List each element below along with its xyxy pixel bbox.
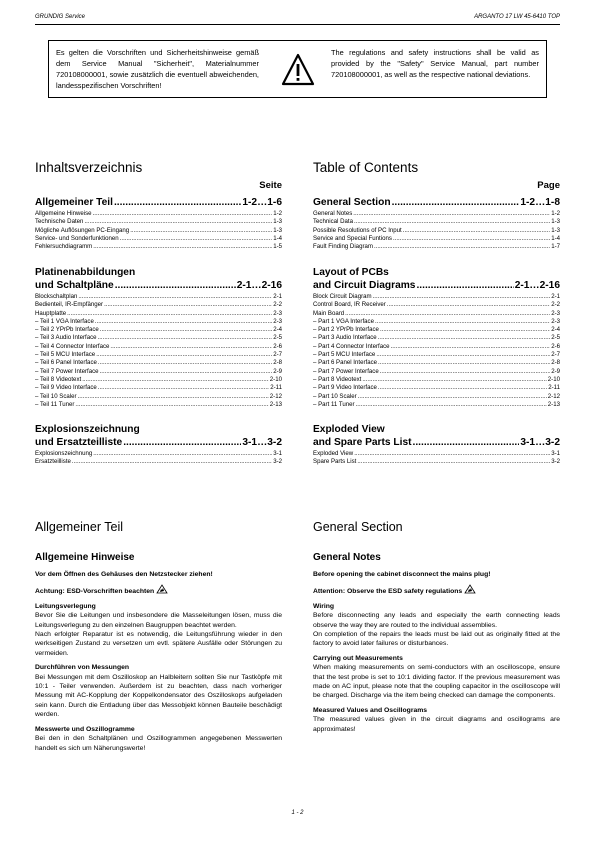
- toc-entry-title: Spare Parts List: [313, 458, 357, 466]
- dot-leader: [376, 351, 550, 359]
- toc-entry-title: – Teil 11 Tuner: [35, 400, 75, 408]
- toc-entry-title: – Part 4 Connector Interface: [313, 342, 390, 350]
- header-model: ARGANTO 17 LW 45-6410 TOP: [474, 14, 560, 20]
- toc-entry[interactable]: [313, 368, 560, 376]
- toc-section-pages: 1-2…1-6: [242, 197, 282, 208]
- dot-leader: [354, 450, 550, 458]
- toc-entry[interactable]: [35, 227, 282, 235]
- dot-leader: [354, 218, 550, 226]
- section-body: [35, 570, 282, 753]
- toc-entry[interactable]: [313, 359, 560, 367]
- toc-entry-title: – Part 5 MCU Interface: [313, 351, 376, 359]
- section-heading: Allgemeiner Teil: [35, 520, 124, 534]
- toc-entry-title: – Part 6 Panel Interface: [313, 359, 378, 367]
- toc-entry[interactable]: [35, 301, 282, 309]
- dot-leader: [98, 359, 272, 367]
- toc-entry-title: – Part 7 Power Interface: [313, 367, 379, 375]
- dot-leader: [353, 210, 550, 218]
- toc-entry[interactable]: [313, 393, 560, 401]
- toc-entry-page: 1-3: [551, 226, 560, 234]
- dot-leader: [93, 450, 272, 458]
- toc-entry-page: 1-4: [551, 234, 560, 242]
- toc-entry-title: – Part 3 Audio Interface: [313, 334, 377, 342]
- section-body: [313, 570, 560, 734]
- toc-section-title-text: Exploded View: [313, 424, 385, 435]
- toc-entry-page: 2-5: [551, 334, 560, 342]
- toc-entry-title: – Teil 4 Connector Interface: [35, 342, 110, 350]
- section-subheading: General Notes: [313, 552, 381, 563]
- toc-entry-page: 2-2: [551, 301, 560, 309]
- exclamation-triangle-icon: [281, 53, 315, 87]
- dot-leader: [378, 359, 550, 367]
- section-heading: General Section: [313, 520, 403, 534]
- toc-entry[interactable]: [313, 351, 560, 359]
- wiring-text-2: Nach erfolgter Reparatur ist es notwendig, die Leitungsführung wieder in den werkseitigen Zustand zu versetzen um evtl. spätere Ausfälle oder Störungen zu vermeiden.: [35, 631, 282, 657]
- values-title: Measured Values and Oscillograms: [313, 706, 428, 714]
- values-text: The measured values given in the circuit diagrams and oscillograms are approximates!: [313, 716, 560, 733]
- esd-warning: Attention: Observe the ESD safety regulations: [313, 588, 463, 596]
- toc-section-title: [313, 266, 560, 292]
- toc-section-title-text: Explosionszeichnung: [35, 424, 140, 435]
- toc-entry-title: – Teil 2 YPrPb Interface: [35, 326, 99, 334]
- toc-entry-page: 1-3: [273, 218, 282, 226]
- dot-leader: [387, 301, 550, 309]
- dot-leader: [358, 393, 547, 401]
- toc-entry[interactable]: [313, 450, 560, 458]
- toc-section-title-text: und Schaltpläne: [35, 280, 114, 291]
- dot-leader: [72, 458, 272, 466]
- wiring-text-2: On completion of the repairs the leads must be laid out as originally fitted at the factory to avoid later failures or disturbances.: [313, 631, 560, 648]
- toc-entry-page: 2-3: [551, 317, 560, 325]
- toc-entry-page: 2-3: [551, 309, 560, 317]
- toc-entry[interactable]: [313, 310, 560, 318]
- toc-entry-page: 2-1: [551, 293, 560, 300]
- toc-entry-page: 3-1: [551, 450, 560, 457]
- toc-entry-page: 2-13: [269, 400, 282, 408]
- toc-entry-list: [35, 293, 282, 409]
- toc-section-title: [313, 423, 560, 449]
- dot-leader: [110, 343, 272, 351]
- dot-leader: [380, 326, 550, 334]
- dot-leader: [413, 436, 520, 449]
- measurements-text: When making measurements on semi-conductors with an oscilloscope, ensure that the test probe is set to 10:1 dividing factor. If the previous measurement was made on AC input, please note that the coupling capacitor in the oscilloscope will be charged. Discharge via the item being checked can damage the components.: [313, 664, 560, 700]
- dot-leader: [120, 235, 273, 243]
- dot-leader: [84, 218, 272, 226]
- toc-entry-page: 2-10: [269, 375, 282, 383]
- toc-entry-title: – Teil 7 Power Interface: [35, 367, 99, 375]
- dot-leader: [95, 318, 272, 326]
- toc-entry-page: 2-2: [273, 301, 282, 309]
- dot-leader: [96, 351, 272, 359]
- esd-hand-icon: [156, 584, 168, 594]
- toc-entry[interactable]: [35, 318, 282, 326]
- toc-section-title-text: and Circuit Diagrams: [313, 280, 416, 291]
- toc-entry-page: 3-2: [273, 458, 282, 466]
- toc-entry-page: 2-6: [551, 342, 560, 350]
- mains-warning: Vor dem Öffnen des Gehäuses den Netzstecker ziehen!: [35, 571, 213, 578]
- toc-entry-title: – Part 11 Tuner: [313, 400, 355, 408]
- dot-leader: [98, 334, 273, 342]
- dot-leader: [373, 293, 551, 301]
- wiring-text: Before disconnecting any leads and especially the earth connecting leads observe the way they are routed to the individual assemblies.: [313, 612, 560, 629]
- toc-entry-list: [313, 210, 560, 251]
- toc-entry-page: 2-5: [273, 334, 282, 342]
- toc-section-pages: 2-1…2-16: [514, 280, 560, 291]
- toc-section-pages: 3-1…3-2: [520, 437, 560, 448]
- toc-entry-title: Service- und Sonderfunktionen: [35, 234, 119, 242]
- dot-leader: [100, 368, 273, 376]
- toc-entry[interactable]: [313, 458, 560, 466]
- toc-entry-page: 2-4: [551, 326, 560, 334]
- dot-leader: [378, 384, 547, 392]
- toc-entry-title: Mögliche Auflösungen PC-Eingang: [35, 226, 130, 234]
- toc-section-title-text: Allgemeiner Teil: [35, 197, 113, 208]
- toc-entry-title: Service and Special Funtions: [313, 234, 392, 242]
- toc-entry-page: 2-9: [551, 367, 560, 375]
- toc-entry[interactable]: [35, 450, 282, 458]
- toc-entry[interactable]: [35, 401, 282, 409]
- dot-leader: [356, 401, 547, 409]
- toc-entry-title: – Teil 9 Video Interface: [35, 384, 97, 392]
- toc-entry-title: – Teil 6 Panel Interface: [35, 359, 97, 367]
- section-subheading: Allgemeine Hinweise: [35, 552, 135, 563]
- toc-entry[interactable]: [35, 376, 282, 384]
- toc-entry[interactable]: [313, 301, 560, 309]
- toc-entry-title: Blockschaltplan: [35, 293, 78, 300]
- toc-entry[interactable]: [35, 458, 282, 466]
- toc-entry-title: Main Board: [313, 309, 345, 317]
- toc-section-title: [35, 423, 282, 449]
- toc-entry-title: Technical Data: [313, 218, 353, 226]
- safety-warning-de: Es gelten die Vorschriften und Sicherheitshinweise gemäß dem Service Manual "Sicherheit", Materialnummer 720108000001, sowie zusätzlich die eventuell abweichenden, landesspezifischen Vorschriften!: [56, 48, 259, 90]
- toc-entry-title: – Part 9 Video Interface: [313, 384, 377, 392]
- toc-entry[interactable]: [35, 218, 282, 226]
- dot-leader: [67, 310, 272, 318]
- toc-section-pages: 3-1…3-2: [242, 437, 282, 448]
- toc-entry-title: – Teil 10 Scaler: [35, 392, 77, 400]
- toc-entry-list: [313, 450, 560, 467]
- header-brand: GRUNDIG Service: [35, 14, 86, 20]
- toc-section-title-text: Platinenabbildungen: [35, 267, 136, 278]
- dot-leader: [392, 196, 520, 209]
- toc-entry[interactable]: [35, 235, 282, 243]
- toc-entry[interactable]: [313, 334, 560, 342]
- toc-entry[interactable]: [313, 326, 560, 334]
- toc-entry-page: 2-12: [269, 392, 282, 400]
- wiring-title: Leitungsverlegung: [35, 602, 96, 610]
- mains-warning: Before opening the cabinet disconnect the mains plug!: [313, 571, 491, 578]
- dot-leader: [98, 384, 269, 392]
- toc-entry-page: 2-8: [273, 359, 282, 367]
- toc-entry-list: [35, 210, 282, 251]
- toc-section-title-text: und Ersatzteilliste: [35, 437, 123, 448]
- toc-section-title: [313, 196, 560, 209]
- dot-leader: [104, 301, 272, 309]
- toc-entry[interactable]: [35, 351, 282, 359]
- toc-section-title: [35, 266, 282, 292]
- toc-entry-page: 3-1: [273, 450, 282, 457]
- toc-entry-title: Fehlersuchdiagramm: [35, 243, 93, 251]
- toc-entry[interactable]: [35, 210, 282, 218]
- toc-entry-title: – Teil 1 VGA Interface: [35, 317, 94, 325]
- toc-entry-page: 2-12: [547, 392, 560, 400]
- dot-leader: [362, 376, 546, 384]
- toc-entry-page: 2-8: [551, 359, 560, 367]
- wiring-title: Wiring: [313, 602, 335, 610]
- toc-entry-title: – Part 8 Videotext: [313, 375, 362, 383]
- toc-entry[interactable]: [313, 293, 560, 301]
- toc-entry[interactable]: [313, 343, 560, 351]
- dot-leader: [75, 401, 268, 409]
- toc-entry[interactable]: [313, 210, 560, 218]
- dot-leader: [391, 343, 551, 351]
- measurements-title: Carrying out Measurements: [313, 654, 403, 662]
- dot-leader: [100, 326, 272, 334]
- toc-entry-page: 3-2: [551, 458, 560, 466]
- toc-entry[interactable]: [313, 227, 560, 235]
- toc-entry-title: – Part 2 YPrPb Interface: [313, 326, 379, 334]
- values-title: Messwerte und Oszillogramme: [35, 725, 135, 733]
- dot-leader: [114, 196, 241, 209]
- dot-leader: [123, 436, 241, 449]
- esd-hand-icon: [464, 584, 476, 594]
- toc-entry[interactable]: [35, 343, 282, 351]
- toc-entry[interactable]: [35, 393, 282, 401]
- toc-section-title-text: and Spare Parts List: [313, 437, 412, 448]
- wiring-text: Bevor Sie die Leitungen und insbesondere die Masseleitungen lösen, muss die Leitungsverlegung zu den einzelnen Baugruppen beachtet werden.: [35, 612, 282, 629]
- toc-section-title: [35, 196, 282, 209]
- dot-leader: [78, 293, 272, 301]
- dot-leader: [345, 310, 550, 318]
- dot-leader: [403, 227, 550, 235]
- toc-entry[interactable]: [35, 384, 282, 392]
- toc-entry[interactable]: [313, 401, 560, 409]
- toc-entry[interactable]: [313, 218, 560, 226]
- dot-leader: [82, 376, 269, 384]
- toc-entry-page: 1-7: [551, 243, 560, 251]
- toc-heading: Table of Contents: [313, 160, 419, 175]
- toc-section-pages: 1-2…1-8: [520, 197, 560, 208]
- toc-entry-page: 1-2: [551, 210, 560, 217]
- toc-section-title-text: Layout of PCBs: [313, 267, 389, 278]
- toc-entry-page: 2-13: [547, 400, 560, 408]
- toc-entry[interactable]: [313, 243, 560, 251]
- toc-entry-list: [35, 450, 282, 467]
- toc-entry-title: Ersatzteilliste: [35, 458, 71, 466]
- toc-entry-title: – Teil 3 Audio Interface: [35, 334, 97, 342]
- safety-warning-en: The regulations and safety instructions shall be valid as provided by the "Safety" Service Manual, part number 720108000001, as well as the respective national deviations.: [331, 48, 539, 79]
- toc-entry-page: 1-5: [273, 243, 282, 251]
- toc-entry-title: Hauptplatte: [35, 309, 67, 317]
- toc-entry-title: – Part 1 VGA Interface: [313, 317, 374, 325]
- toc-entry-page: 2-9: [273, 367, 282, 375]
- values-text: Bei den in den Schaltplänen und Oszillogrammen angegebenen Messwerten handelt es sich um Näherungswerte!: [35, 735, 282, 752]
- toc-entry[interactable]: [35, 334, 282, 342]
- dot-leader: [130, 227, 272, 235]
- toc-entry-title: Allgemeine Hinweise: [35, 210, 92, 217]
- toc-entry-page: 2-6: [273, 342, 282, 350]
- toc-entry-title: Fault Finding Diagram: [313, 243, 373, 251]
- toc-entry[interactable]: [35, 293, 282, 301]
- measurements-text: Bei Messungen mit dem Oszilloskop an Halbleitern sollten Sie nur Tastköpfe mit 10:1 - Teiler verwenden. Außerdem ist zu beachten, dass nach vorheriger Messung mit AC-Kopplung der Koppelkondensator des Oszilloskops aufgeladen sein kann. Durch die Entladung über das Messobjekt können Bauteile beschädigt werden.: [35, 673, 282, 719]
- toc-entry-title: – Teil 5 MCU Interface: [35, 351, 96, 359]
- dot-leader: [93, 210, 273, 218]
- dot-leader: [416, 279, 513, 292]
- dot-leader: [357, 458, 550, 466]
- toc-entry-page: 1-3: [273, 226, 282, 234]
- toc-page-label: Page: [537, 180, 560, 191]
- dot-leader: [78, 393, 269, 401]
- toc-entry[interactable]: [313, 318, 560, 326]
- toc-entry-title: Exploded View: [313, 450, 354, 457]
- toc-entry-page: 1-3: [551, 218, 560, 226]
- toc-entry-page: 2-10: [547, 375, 560, 383]
- toc-entry-page: 2-11: [270, 384, 282, 392]
- toc-entry-title: Technische Daten: [35, 218, 84, 226]
- dot-leader: [393, 235, 550, 243]
- toc-entry-title: General Notes: [313, 210, 353, 217]
- toc-section-pages: 2-1…2-16: [236, 280, 282, 291]
- dot-leader: [374, 243, 550, 251]
- toc-page-label: Seite: [259, 180, 282, 191]
- dot-leader: [378, 334, 551, 342]
- toc-entry-list: [313, 293, 560, 409]
- toc-entry-page: 2-7: [551, 351, 560, 359]
- toc-entry[interactable]: [35, 359, 282, 367]
- toc-entry-title: – Teil 8 Videotext: [35, 375, 82, 383]
- toc-entry-page: 2-1: [273, 293, 282, 300]
- dot-leader: [375, 318, 550, 326]
- toc-entry-page: 2-7: [273, 351, 282, 359]
- dot-leader: [93, 243, 272, 251]
- toc-entry-page: 1-2: [273, 210, 282, 217]
- toc-entry[interactable]: [35, 326, 282, 334]
- toc-entry-page: 1-4: [273, 234, 282, 242]
- toc-entry-page: 2-11: [548, 384, 560, 392]
- toc-entry-page: 2-4: [273, 326, 282, 334]
- toc-entry[interactable]: [35, 243, 282, 251]
- toc-entry-page: 2-3: [273, 317, 282, 325]
- esd-warning: Achtung: ESD-Vorschriften beachten: [35, 588, 155, 596]
- dot-leader: [115, 279, 236, 292]
- toc-entry[interactable]: [35, 310, 282, 318]
- toc-entry-title: – Part 10 Scaler: [313, 392, 357, 400]
- toc-heading: Inhaltsverzeichnis: [35, 160, 143, 175]
- toc-entry-page: 2-3: [273, 309, 282, 317]
- toc-section-title-text: General Section: [313, 197, 391, 208]
- toc-entry-title: Bedienteil, IR-Empfänger: [35, 301, 104, 309]
- toc-entry-title: Control Board, IR Receiver: [313, 301, 386, 309]
- toc-entry-title: Possible Resolutions of PC Input: [313, 226, 402, 234]
- toc-entry-title: Block Circuit Diagram: [313, 293, 372, 300]
- dot-leader: [380, 368, 550, 376]
- toc-entry[interactable]: [313, 235, 560, 243]
- toc-entry[interactable]: [313, 384, 560, 392]
- toc-entry[interactable]: [313, 376, 560, 384]
- toc-entry-title: Explosionszeichnung: [35, 450, 93, 457]
- measurements-title: Durchführen von Messungen: [35, 664, 130, 672]
- page-number: 1 - 2: [291, 810, 304, 816]
- toc-entry[interactable]: [35, 368, 282, 376]
